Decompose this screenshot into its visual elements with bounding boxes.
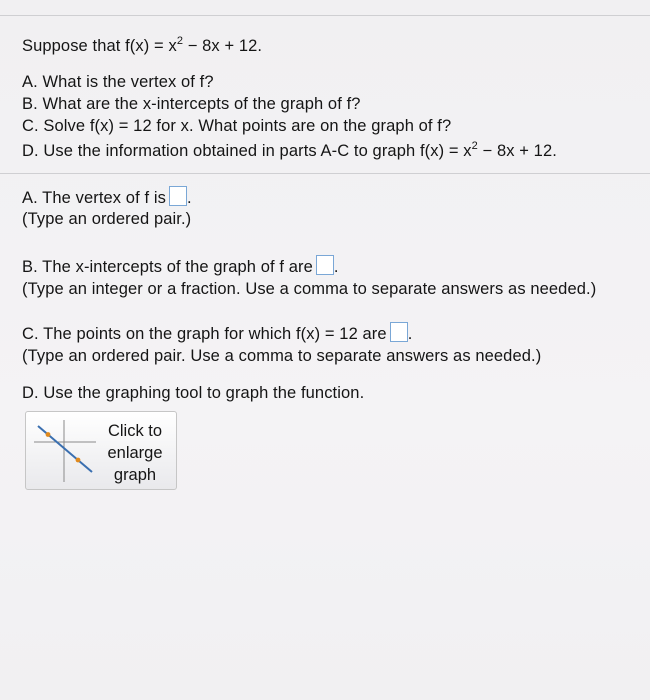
answer-d-label: D. Use the graphing tool to graph the function. <box>22 384 365 402</box>
answer-a-label: A. The vertex of f is <box>22 189 166 207</box>
problem-intro: Suppose that $f(x) = x^2 - 8x + 12$. <box>22 35 263 55</box>
answer-c-label: C. The points on the graph for which f(x) = 12 are <box>22 325 387 343</box>
answer-c-input[interactable] <box>390 322 408 342</box>
section-divider <box>0 173 650 174</box>
answer-a-row: A. The vertex of f is . <box>22 186 192 208</box>
answer-c-row: C. The points on the graph for which f(x) = 12 are . <box>22 322 412 344</box>
question-part-b: B. What are the x-intercepts of the graph of f? <box>22 95 361 113</box>
enlarge-graph-button[interactable] <box>25 411 177 490</box>
answer-b-label: B. The x-intercepts of the graph of f are <box>22 258 313 276</box>
answer-a-input[interactable] <box>169 186 187 206</box>
question-part-a: A. What is the vertex of f? <box>22 73 214 91</box>
question-part-c: C. Solve f(x) = 12 for x. What points are on the graph of f? <box>22 117 452 135</box>
answer-b-row: B. The x-intercepts of the graph of f are . <box>22 255 339 277</box>
top-divider <box>0 15 650 16</box>
answer-b-hint: (Type an integer or a fraction. Use a comma to separate answers as needed.) <box>22 280 597 298</box>
answer-a-hint: (Type an ordered pair.) <box>22 210 192 228</box>
enlarge-graph-label: Click to enlarge graph <box>107 422 163 484</box>
graph-thumbnail-icon <box>34 420 96 482</box>
question-part-d: D. Use the information obtained in parts A-C to graph $f(x) = x^2 - 8x + 12$. <box>22 140 557 160</box>
answer-c-hint: (Type an ordered pair. Use a comma to separate answers as needed.) <box>22 347 542 365</box>
answer-b-input[interactable] <box>316 255 334 275</box>
